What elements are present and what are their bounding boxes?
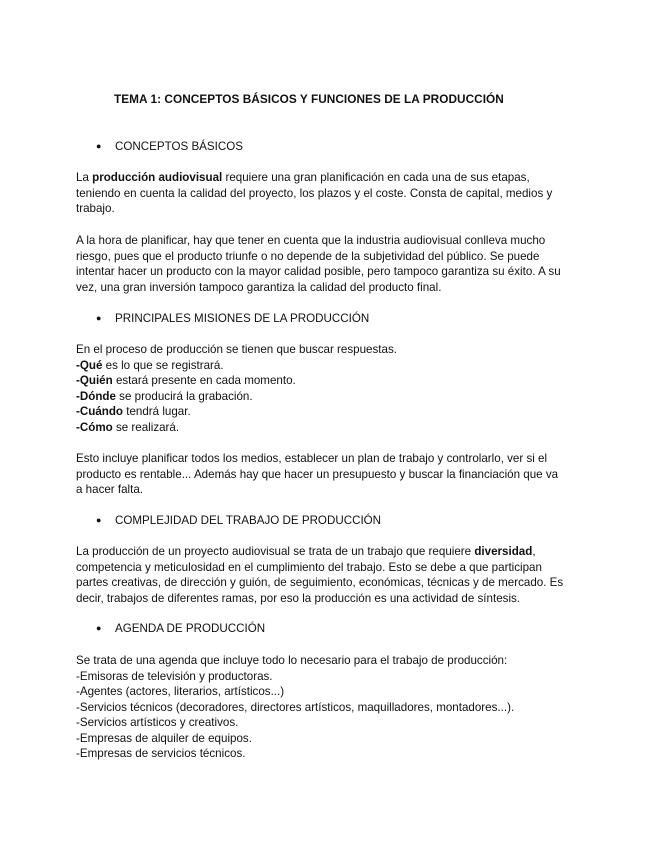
list-item: -Cómo se realizará. <box>76 420 180 434</box>
paragraph-conceptos-2: A la hora de planificar, hay que tener en cuenta que la industria audiovisual conlleva mucho riesgo, pues que el producto triunfe o no depende de la subjetividad del público. Se puede intentar hacer un producto con la mayor calidad posible, pero tampoco garantiza su éxito. A su vez, una gran inversión tampoco garantiza la calidad del producto final. <box>76 234 561 294</box>
bullet-icon: ● <box>96 623 102 633</box>
list-item: -Qué es lo que se registrará. <box>76 358 224 372</box>
list-item: -Empresas de servicios técnicos. <box>76 747 246 760</box>
bullet-icon: ● <box>96 141 102 151</box>
paragraph-misiones-list: En el proceso de producción se tienen que buscar respuestas. -Qué es lo que se registrará. -Quién estará presente en cada momento. -Dónde se producirá la grabación. -Cuándo tendrá lugar. -Cómo se realizará. <box>76 342 586 435</box>
list-item: -Quién estará presente en cada momento. <box>76 374 296 387</box>
list-item: -Servicios técnicos (decoradores, directores artísticos, maquilladores, montadores...). <box>76 700 515 714</box>
section-heading-conceptos: ● CONCEPTOS BÁSICOS <box>96 140 243 153</box>
list-item: -Servicios artísticos y creativos. <box>76 716 239 729</box>
page-title: TEMA 1: CONCEPTOS BÁSICOS Y FUNCIONES DE LA PRODUCCIÓN <box>114 92 504 106</box>
bold-term: diversidad <box>474 545 533 558</box>
section-heading-agenda: ● AGENDA DE PRODUCCIÓN <box>96 622 266 635</box>
list-item: -Agentes (actores, literarios, artísticos...) <box>76 685 285 698</box>
bold-term: producción audiovisual <box>92 171 223 184</box>
bullet-icon: ● <box>96 313 102 323</box>
list-item: -Empresas de alquiler de equipos. <box>76 731 252 745</box>
paragraph-complejidad: La producción de un proyecto audiovisual se trata de un trabajo que requiere diversidad, competencia y meticulosidad en el cumplimiento del trabajo. Esto se debe a que participan partes creativas, de dirección y guión, de seguimiento, económicas, técnicas y de mercado. Es decir, trabajos de diferentes ramas, por eso la producción es una actividad de síntesis. <box>76 545 564 605</box>
section-heading-complejidad: ● COMPLEJIDAD DEL TRABAJO DE PRODUCCIÓN <box>96 514 382 527</box>
list-item: -Cuándo tendrá lugar. <box>76 405 191 418</box>
paragraph-conceptos-1: La producción audiovisual requiere una gran planificación en cada una de sus etapas, teniendo en cuenta la calidad del proyecto, los plazos y el coste. Consta de capital, medios y trabajo. <box>76 171 553 215</box>
bullet-icon: ● <box>96 515 102 525</box>
paragraph-misiones-2: Esto incluye planificar todos los medios, establecer un plan de trabajo y controlarlo, ver si el producto es rentable... Además hay que hacer un presupuesto y buscar la financiación que va a hacer falta. <box>76 452 559 496</box>
list-item: -Dónde se producirá la grabación. <box>76 389 253 403</box>
paragraph-agenda-list: Se trata de una agenda que incluye todo lo necesario para el trabajo de producción: -Emisoras de televisión y productoras. -Agentes (actores, literarios, artísticos...) -Servicios técnicos (decoradores, directores artísticos, maquilladores, montadores...). -Servicios artísticos y creativos. -Empresas de alquiler de equipos. -Empresas de servicios técnicos. <box>76 653 586 762</box>
list-item: -Emisoras de televisión y productoras. <box>76 669 273 683</box>
section-heading-misiones: ● PRINCIPALES MISIONES DE LA PRODUCCIÓN <box>96 312 370 325</box>
